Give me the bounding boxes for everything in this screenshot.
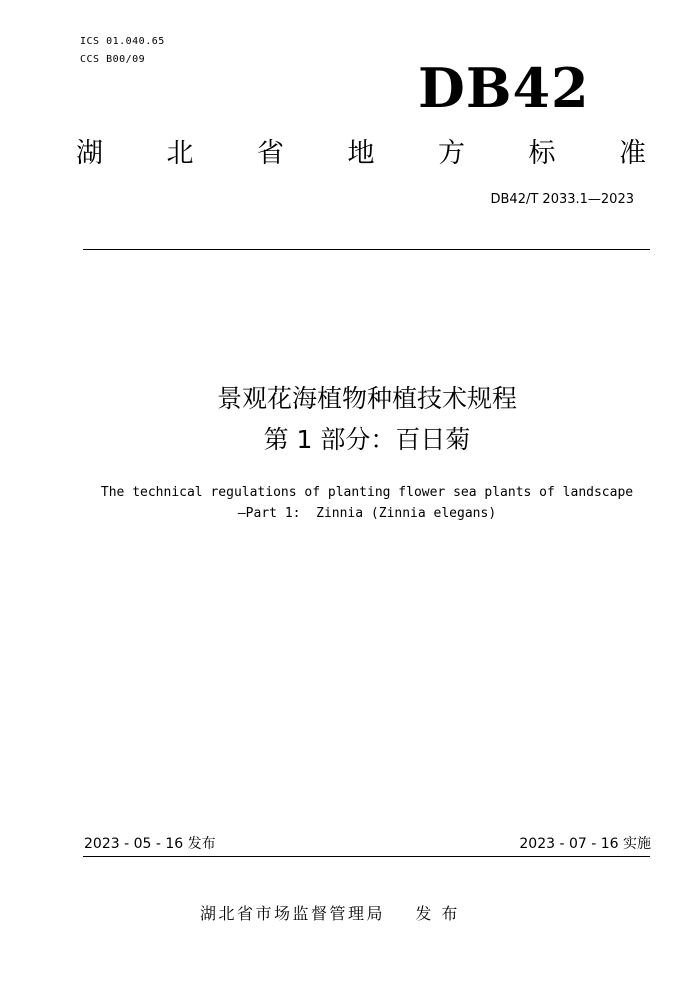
standard-mark: DB42 xyxy=(418,56,590,120)
standard-type-char: 方 xyxy=(438,138,465,169)
standard-type-char: 准 xyxy=(619,138,646,169)
title-english: The technical regulations of planting flower sea plants of landscape xyxy=(100,485,634,500)
standard-code: DB42/T 2033.1—2023 xyxy=(490,192,634,207)
title-english-part: —Part 1: Zinnia (Zinnia elegans) xyxy=(237,506,497,521)
publisher: 湖北省市场监督管理局 发 布 xyxy=(200,904,460,923)
standard-type-char: 地 xyxy=(347,138,375,169)
standard-type-char: 标 xyxy=(528,138,556,169)
ccs-code: CCS B00/09 xyxy=(80,54,146,65)
standard-type-char: 北 xyxy=(166,138,194,169)
implementation-date: 2023 - 07 - 16 实施 xyxy=(519,836,651,852)
standard-type-char: 省 xyxy=(257,138,284,169)
standard-type-char: 湖 xyxy=(76,138,103,169)
header-divider xyxy=(83,249,650,250)
standard-type xyxy=(76,137,646,171)
footer-divider xyxy=(83,856,650,857)
title-chinese: 景观花海植物种植技术规程 xyxy=(216,384,517,413)
issue-date: 2023 - 05 - 16 发布 xyxy=(84,836,216,852)
title-chinese-part: 第 1 部分：百日菊 xyxy=(263,425,471,454)
ics-code: ICS 01.040.65 xyxy=(80,36,165,47)
